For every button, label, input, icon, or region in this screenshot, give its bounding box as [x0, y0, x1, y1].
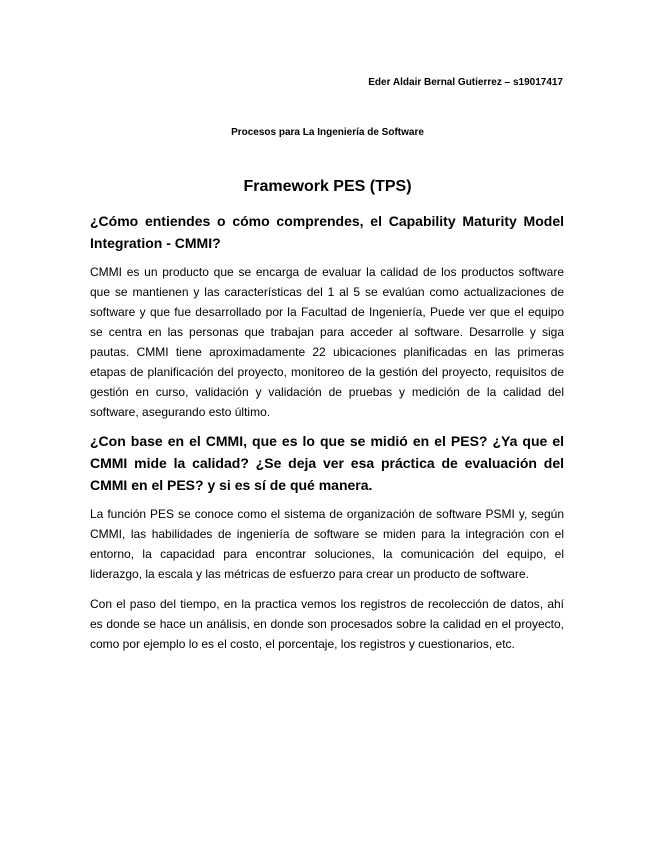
section-1-paragraph-1: CMMI es un producto que se encarga de evaluar la calidad de los productos software que se mantienen y las características del 1 al 5 se evalúan como actualizaciones de software y que fue desarrollado por la Facultad de Ingeniería, Puede ver que el equipo se centra en las personas que trabajan para acceder al software. Desarrolle y siga pautas. CMMI tiene aproximadamente 22 ubicaciones planificadas en las primeras etapas de planificación del proyecto, monitoreo de la gestión del proyecto, requisitos de gestión en curso, validación y validación de pruebas y medición de la calidad del software, asegurando esto último.: [90, 265, 564, 419]
course-title: Procesos para La Ingeniería de Software: [231, 127, 424, 138]
document-title: Framework PES (TPS): [243, 178, 412, 195]
author-line: Eder Aldair Bernal Gutierrez – s19017417: [368, 77, 563, 88]
section-1-question: ¿Cómo entiendes o cómo comprendes, el Capability Maturity Model Integration - CMMI?: [90, 213, 564, 251]
section-2-paragraph-1: La función PES se conoce como el sistema de organización de software PSMI y, según CMMI, las habilidades de ingeniería de software se miden para la integración con el entorno, la capacidad para encontrar soluciones, la comunicación del equipo, el liderazgo, la escala y las métricas de esfuerzo para crear un producto de software.: [90, 507, 564, 581]
section-2-paragraph-2: Con el paso del tiempo, en la practica vemos los registros de recolección de datos, ahí es donde se hace un análisis, en donde son procesados sobre la calidad en el proyecto, como por ejemplo lo es el costo, el porcentaje, los registros y cuestionarios, etc.: [90, 597, 564, 651]
document-body: [90, 210, 564, 664]
section-2-question: ¿Con base en el CMMI, que es lo que se midió en el PES? ¿Ya que el CMMI mide la calidad? ¿Se deja ver esa práctica de evaluación del CMMI en el PES? y si es sí de qué manera.: [90, 433, 564, 493]
